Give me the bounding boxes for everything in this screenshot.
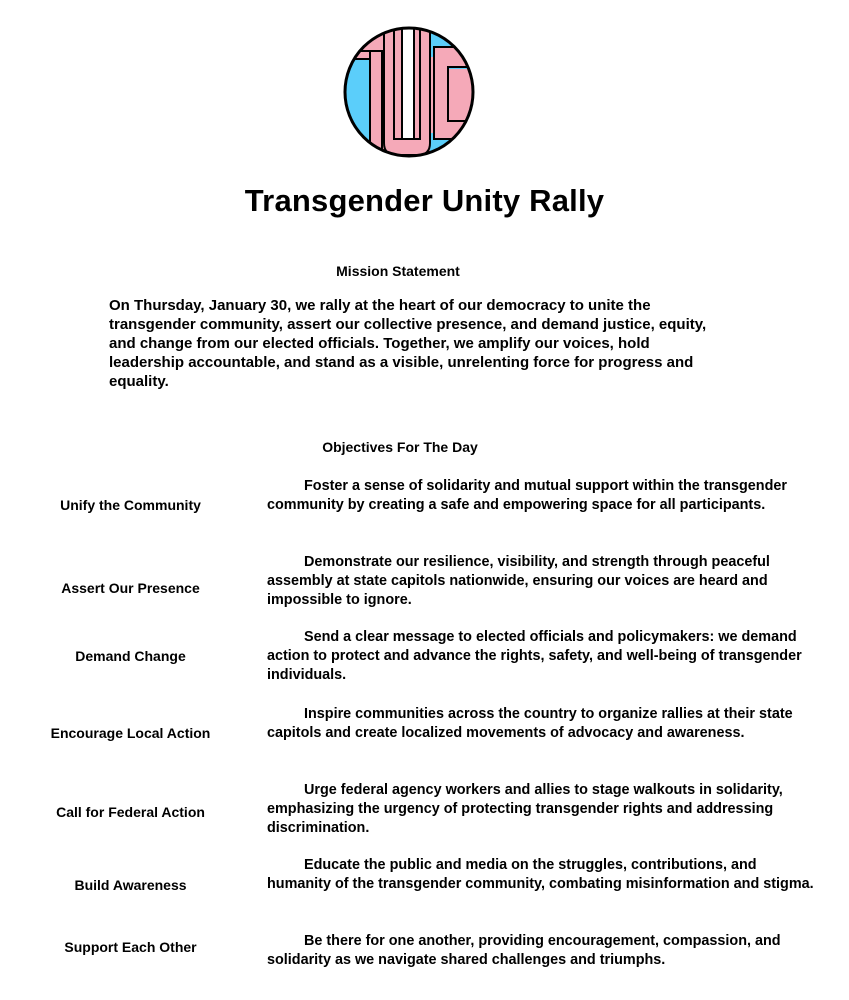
objective-label: Unify the Community — [60, 497, 201, 513]
objective-description: Be there for one another, providing encouragement, compassion, and solidarity as we navigate shared challenges and triumphs. — [267, 933, 781, 968]
objective-description: Inspire communities across the country to organize rallies at their state capitols and create localized movements of advocacy and awareness. — [267, 706, 793, 741]
objectives-heading: Objectives For The Day — [322, 439, 478, 455]
mission-heading: Mission Statement — [336, 263, 460, 279]
objective-description: Send a clear message to elected officials and policymakers: we demand action to protect and advance the rights, safety, and well-being of transgender individuals. — [267, 629, 802, 683]
objective-description: Urge federal agency workers and allies to stage walkouts in solidarity, emphasizing the urgency of protecting transgender rights and addressing discrimination. — [267, 782, 783, 836]
logo-t-stem — [370, 51, 382, 155]
objective-label: Call for Federal Action — [56, 804, 205, 820]
objective-label: Demand Change — [75, 648, 186, 664]
objective-label: Support Each Other — [64, 939, 197, 955]
objective-label: Encourage Local Action — [50, 725, 211, 741]
logo-white-stripe — [402, 25, 414, 139]
objective-label: Build Awareness — [74, 877, 187, 893]
objective-description: Foster a sense of solidarity and mutual support within the transgender community by creating a safe and empowering space for all participants. — [267, 478, 787, 513]
tuc-logo — [342, 25, 476, 159]
objective-description: Educate the public and media on the struggles, contributions, and humanity of the transgender community, combating misinformation and stigma. — [267, 857, 814, 892]
objective-label: Assert Our Presence — [61, 580, 200, 596]
page-title: Transgender Unity Rally — [244, 183, 605, 218]
mission-text: On Thursday, January 30, we rally at the heart of our democracy to unite the transgender community, assert our collective presence, and demand justice, equity, and change from our elected officials. Together, we amplify our voices, hold leadership accountable, and stand as a visible, unrelenting force for progress and equality. — [109, 297, 707, 390]
objective-description: Demonstrate our resilience, visibility, and strength through peaceful assembly at state capitols nationwide, ensuring our voices are heard and impossible to ignore. — [267, 554, 770, 608]
